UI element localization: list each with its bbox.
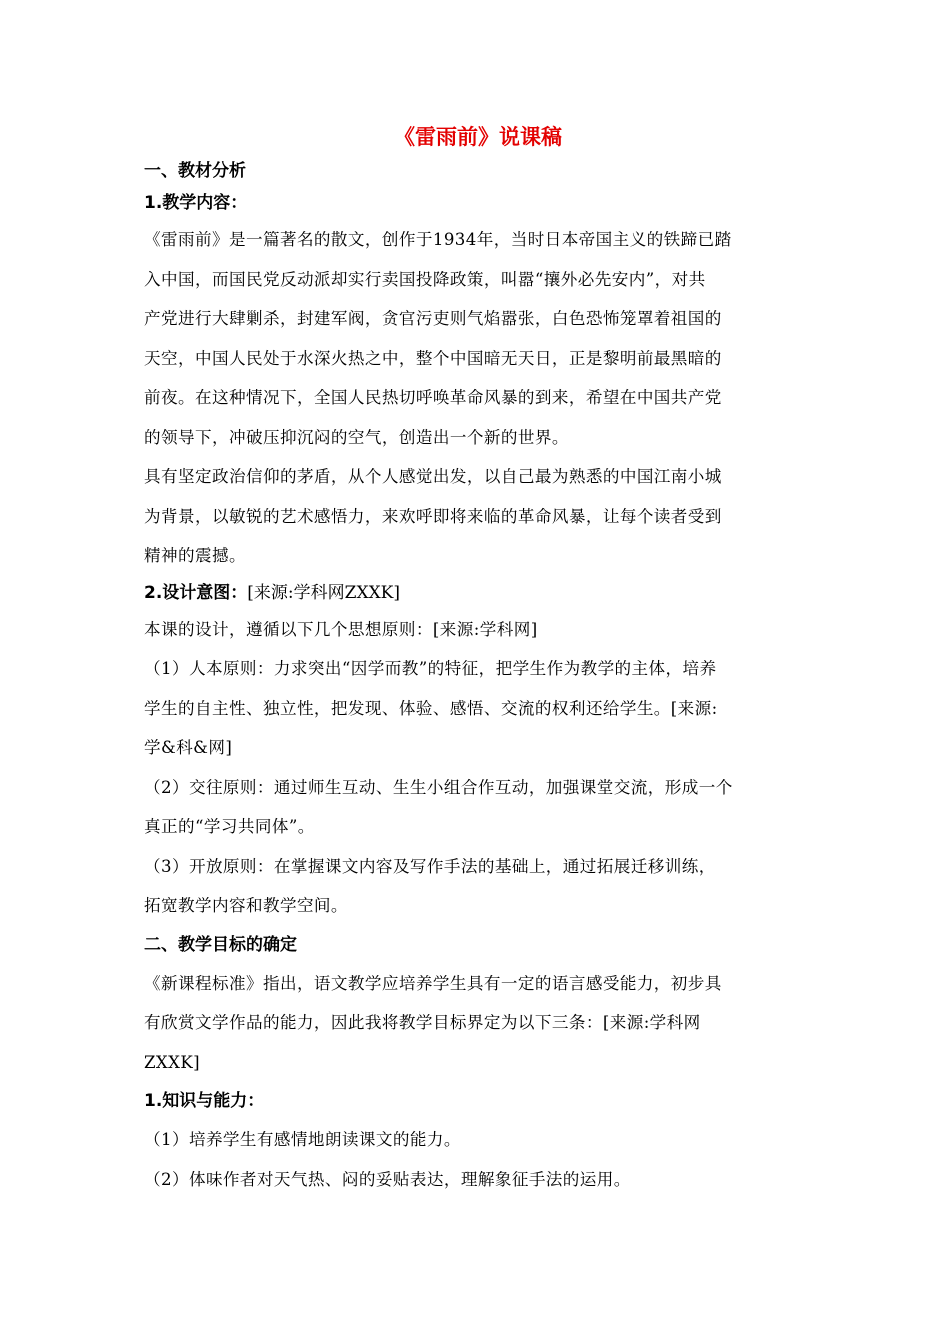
goal-item: （2）体味作者对天气热、闷的妥贴表达，理解象征手法的运用。 (144, 1169, 631, 1189)
subheading-teaching-content: 1.教学内容： (144, 193, 248, 213)
paragraph-author (144, 457, 812, 576)
principle-interaction (144, 768, 812, 847)
text-line: 的领导下，冲破压抑沉闷的空气，创造出一个新的世界。 (144, 427, 569, 447)
document-title: 《雷雨前》说课稿 (394, 125, 562, 149)
paragraph-background (144, 220, 812, 457)
text-line: 拓宽教学内容和教学空间。 (144, 896, 348, 915)
text-line: 学生的自主性、独立性，把发现、体验、感悟、交流的权利还给学生。[来源: (144, 698, 718, 718)
text-line: 入中国，而国民党反动派却实行卖国投降政策，叫嚣“攘外必先安内”，对共 (144, 269, 706, 289)
text-line: （1）人本原则：力求突出“因学而教”的特征，把学生作为教学的主体，培养 (144, 659, 717, 678)
text-line: 为背景，以敏锐的艺术感悟力，来欢呼即将来临的革命风暴，让每个读者受到 (144, 506, 722, 526)
principle-humanistic (144, 649, 812, 768)
text-line: 具有坚定政治信仰的茅盾，从个人感觉出发，以自己最为熟悉的中国江南小城 (144, 467, 722, 486)
text-line: 《新课程标准》指出，语文教学应培养学生具有一定的语言感受能力，初步具 (144, 973, 722, 993)
text-line: 《雷雨前》是一篇著名的散文，创作于1934年，当时日本帝国主义的铁蹄已踏 (144, 230, 732, 249)
text-line: 有欣赏文学作品的能力，因此我将教学目标界定为以下三条：[来源:学科网 (144, 1013, 701, 1032)
text-line: （2）交往原则：通过师生互动、生生小组合作互动，加强课堂交流，形成一个 (144, 777, 733, 797)
principle-openness (144, 847, 812, 926)
text-line: 学&科&网] (144, 738, 233, 757)
text-line: （3）开放原则：在掌握课文内容及写作手法的基础上，通过拓展迁移训练， (144, 856, 716, 876)
goal-item: （1）培养学生有感情地朗读课文的能力。 (144, 1130, 461, 1149)
source-note: [来源:学科网ZXXK] (247, 582, 401, 603)
subheading-design-intent-label: 2.设计意图： (144, 582, 248, 603)
document-body (144, 122, 812, 1201)
design-intro: 本课的设计，遵循以下几个思想原则：[来源:学科网] (144, 619, 538, 639)
text-line: 前夜。在这种情况下，全国人民热切呼唤革命风暴的到来，希望在中国共产党 (144, 388, 722, 407)
subheading-knowledge-ability: 1.知识与能力： (144, 1091, 265, 1111)
paragraph-curriculum-standard (144, 964, 812, 1083)
section-heading-textbook-analysis: 一、教材分析 (144, 161, 246, 181)
text-line: 精神的震撼。 (144, 546, 246, 565)
text-line: 天空，中国人民处于水深火热之中，整个中国暗无天日，正是黎明前最黑暗的 (144, 348, 722, 368)
text-line: ZXXK] (144, 1052, 201, 1072)
subheading-design-intent (144, 576, 812, 610)
text-line: 真正的“学习共同体”。 (144, 817, 315, 836)
text-line: 产党进行大肆剿杀，封建军阀，贪官污吏则气焰嚣张，白色恐怖笼罩着祖国的 (144, 309, 722, 328)
section-heading-teaching-goals: 二、教学目标的确定 (144, 934, 297, 955)
